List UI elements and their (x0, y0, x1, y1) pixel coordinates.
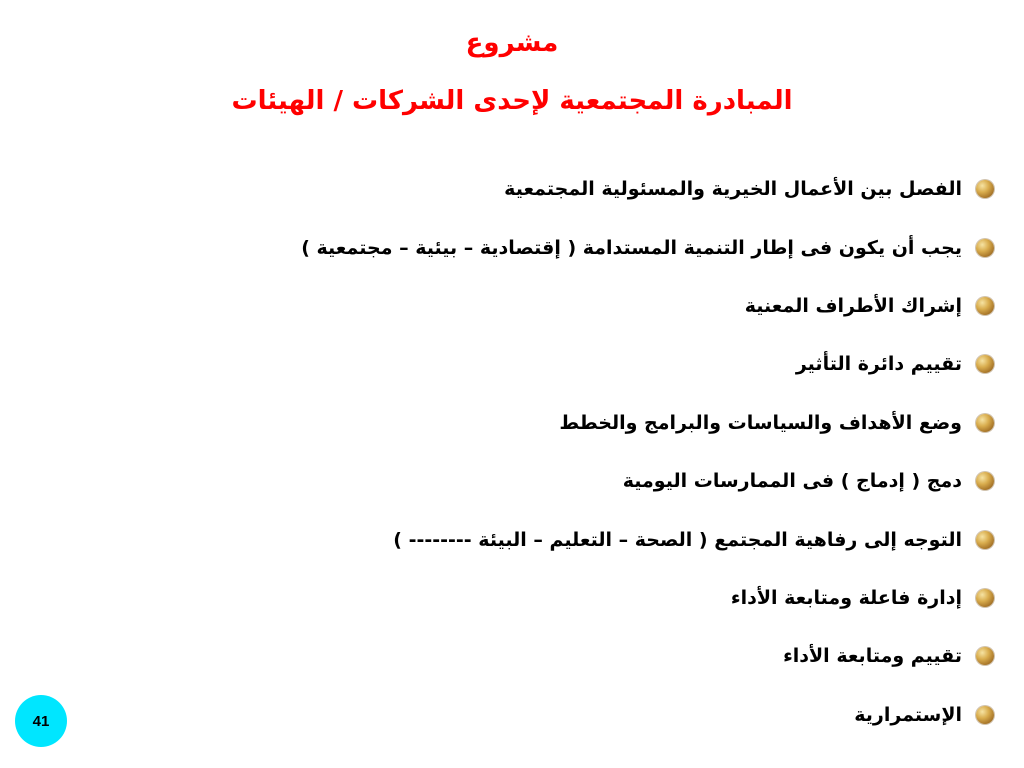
gold-disc-bullet-icon (976, 647, 994, 665)
bullet-item (94, 160, 994, 218)
bullet-item (94, 510, 994, 568)
bullet-list (94, 160, 994, 744)
bullet-item (94, 277, 994, 335)
gold-disc-bullet-icon (976, 589, 994, 607)
slide-title-line-1: مشروع (465, 28, 559, 58)
page-number-badge (15, 695, 67, 747)
gold-disc-bullet-icon (976, 706, 994, 724)
bullet-item (94, 394, 994, 452)
bullet-text: يجب أن يكون فى إطار التنمية المستدامة ( إقتصادية – بيئية – مجتمعية ) (301, 236, 962, 259)
bullet-text: وضع الأهداف والسياسات والبرامج والخطط (559, 411, 962, 434)
bullet-text: التوجه إلى رفاهية المجتمع ( الصحة – التعليم – البيئة -------- ) (393, 528, 962, 551)
bullet-item (94, 218, 994, 276)
gold-disc-bullet-icon (976, 239, 994, 257)
slide-title-line-2: المبادرة المجتمعية لإحدى الشركات / الهيئات (231, 86, 793, 116)
bullet-item (94, 452, 994, 510)
bullet-text: إشراك الأطراف المعنية (744, 294, 962, 317)
gold-disc-bullet-icon (976, 472, 994, 490)
bullet-text: الإستمرارية (854, 703, 962, 726)
bullet-text: دمج ( إدماج ) فى الممارسات اليومية (622, 470, 962, 493)
gold-disc-bullet-icon (976, 297, 994, 315)
bullet-text: تقييم ومتابعة الأداء (783, 645, 962, 668)
bullet-item (94, 335, 994, 393)
page-number: 41 (32, 712, 50, 730)
bullet-item (94, 686, 994, 744)
bullet-item (94, 627, 994, 685)
gold-disc-bullet-icon (976, 414, 994, 432)
gold-disc-bullet-icon (976, 531, 994, 549)
bullet-text: إدارة فاعلة ومتابعة الأداء (730, 586, 962, 609)
bullet-item (94, 569, 994, 627)
bullet-text: الفصل بين الأعمال الخيرية والمسئولية المجتمعية (504, 178, 962, 201)
bullet-text: تقييم دائرة التأثير (795, 353, 962, 376)
gold-disc-bullet-icon (976, 180, 994, 198)
gold-disc-bullet-icon (976, 355, 994, 373)
